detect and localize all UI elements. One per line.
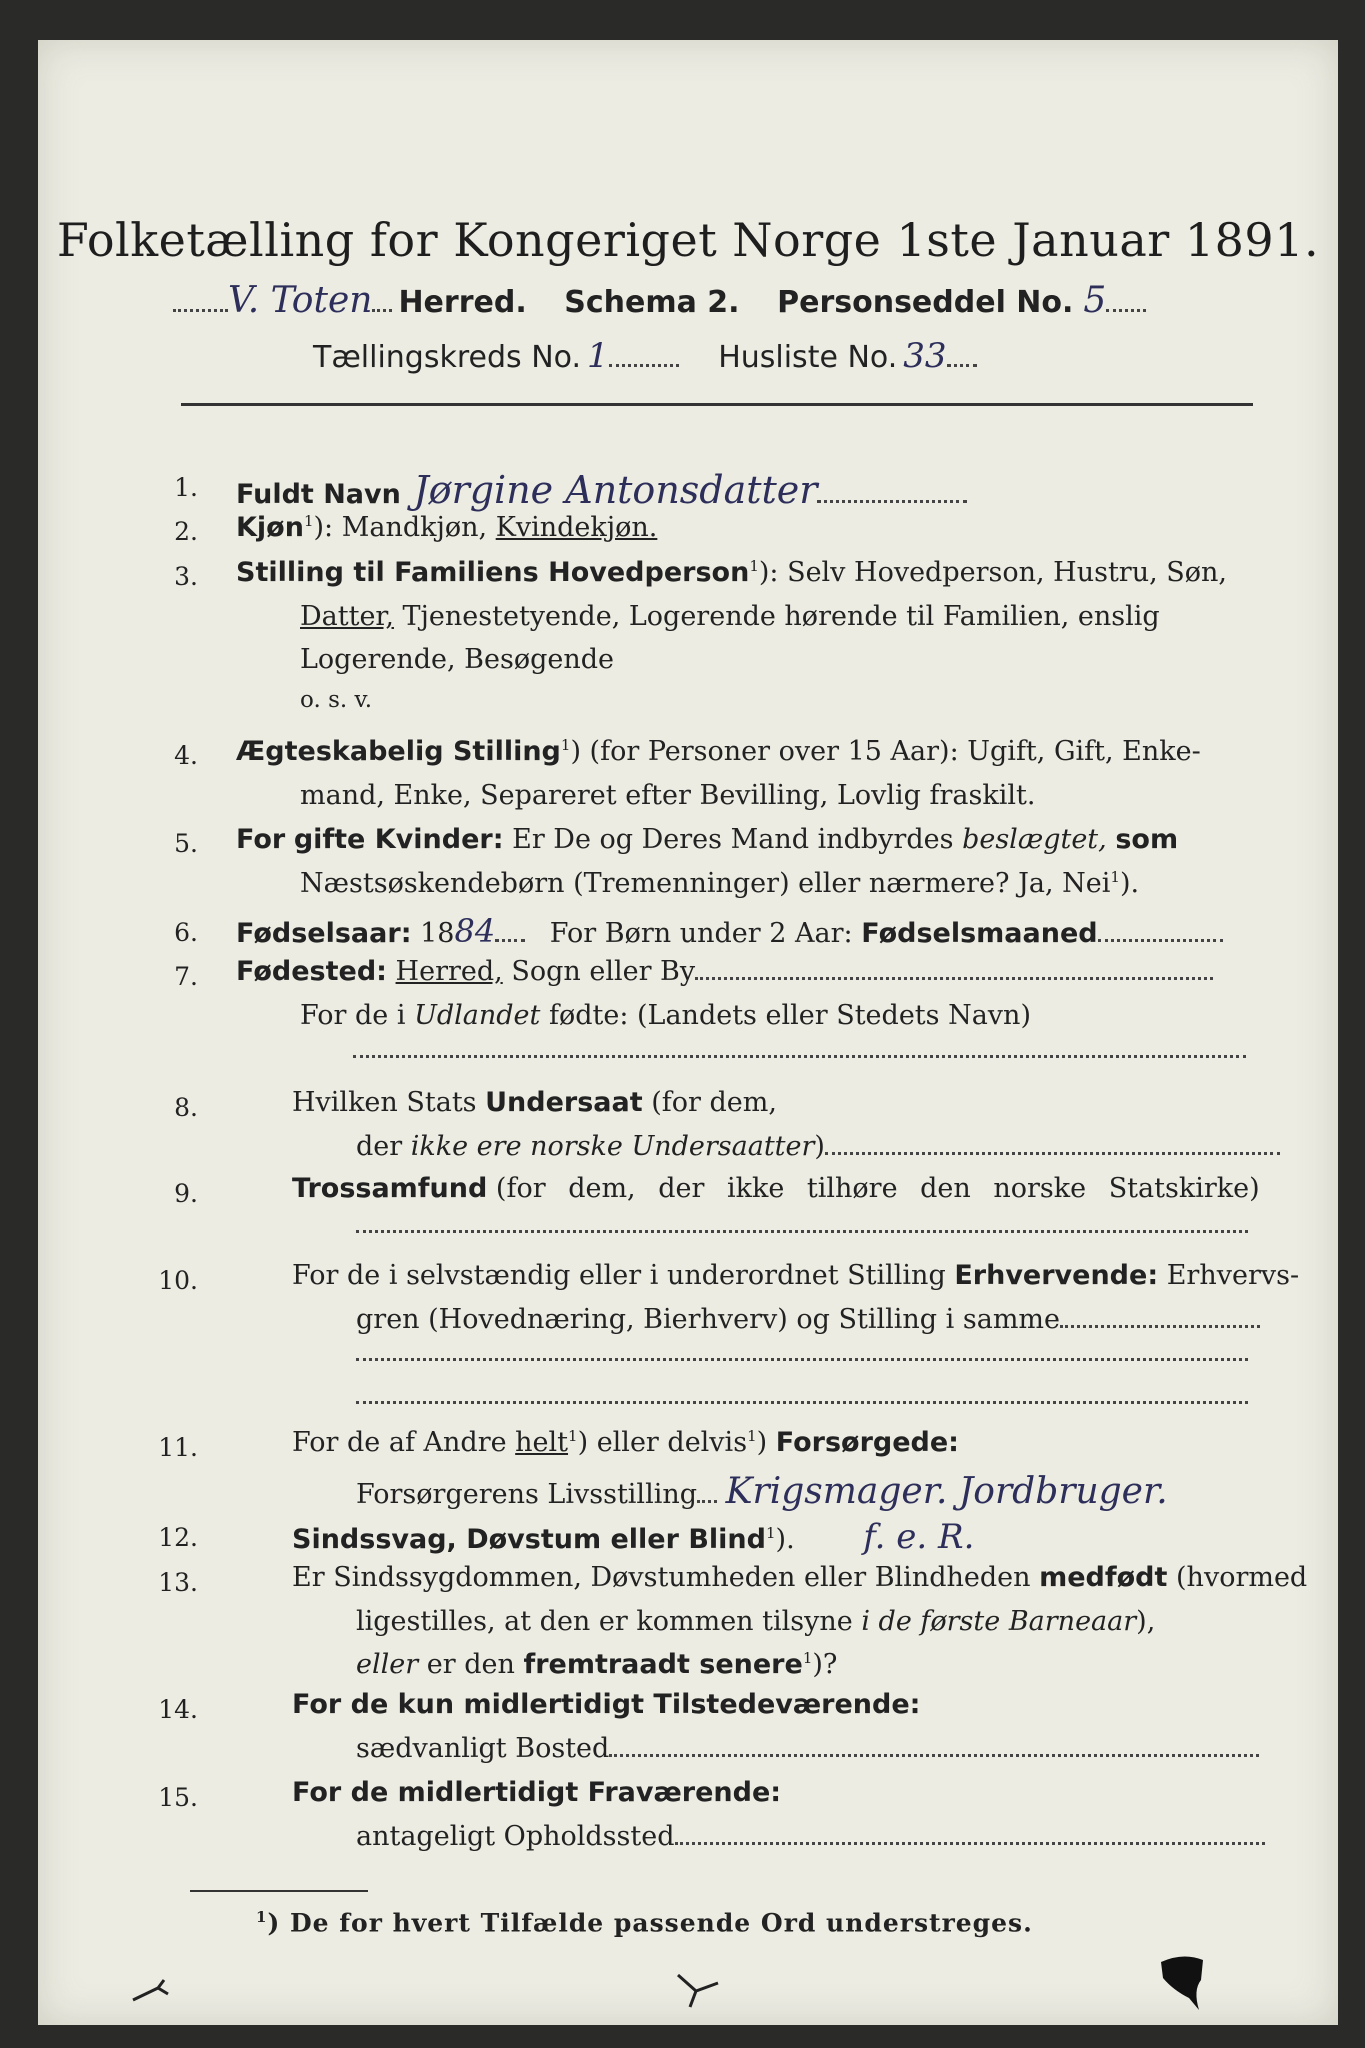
item-number: 9. xyxy=(174,1179,198,1208)
field-text: For de i xyxy=(300,1000,406,1031)
dotted-line xyxy=(825,1151,1280,1155)
dotted-line xyxy=(697,1499,717,1503)
dotted-line xyxy=(675,1841,1265,1845)
item-temporary-absent xyxy=(292,1777,781,1808)
item-number: 11. xyxy=(158,1433,198,1462)
field-label: Erhvervende: xyxy=(954,1260,1159,1291)
kreds-line xyxy=(313,336,977,376)
dotted-line xyxy=(356,1229,1248,1233)
field-text: (for dem, xyxy=(651,1087,777,1118)
underlined-choice: Kvindekjøn. xyxy=(495,512,658,543)
underlined-choice: Herred, xyxy=(395,956,503,987)
item-number: 3. xyxy=(174,562,198,591)
footnote-text: ) De for hvert Tilfælde passende Ord understreges. xyxy=(267,1908,1033,1938)
dotted-line xyxy=(1098,938,1223,942)
field-text: (for dem, der ikke tilhøre den norske Statskirke) xyxy=(495,1173,1260,1204)
field-text: som xyxy=(1115,824,1179,855)
field-label: Stilling til Familiens Hovedperson xyxy=(236,557,750,588)
field-text: sædvanligt Bosted xyxy=(356,1733,610,1764)
field-text: ikke ere norske Undersaatter xyxy=(410,1131,815,1162)
item-number: 14. xyxy=(158,1695,198,1724)
personseddel-label: Personseddel No. xyxy=(777,285,1074,320)
field-label: gifte Kvinder: xyxy=(293,824,504,855)
field-label: Trossamfund xyxy=(292,1173,488,1204)
field-text: der xyxy=(356,1131,403,1162)
item-disability xyxy=(292,1517,974,1557)
dotted-line xyxy=(1060,1324,1260,1328)
field-label: medfødt xyxy=(1039,1562,1168,1593)
item-temporary-present xyxy=(292,1689,920,1720)
dotted-line xyxy=(495,938,525,942)
blank-line xyxy=(356,1346,1248,1365)
field-text: ), xyxy=(1136,1606,1156,1637)
item-position xyxy=(236,557,1227,588)
field-text: (hvormed xyxy=(1176,1562,1308,1593)
field-text: For Børn under 2 Aar: xyxy=(549,918,853,949)
footnote-rule xyxy=(190,1890,368,1892)
dotted-line xyxy=(695,976,1213,980)
field-text: fødte: (Landets eller Stedets Navn) xyxy=(548,1000,1031,1031)
field-text: antageligt Opholdssted xyxy=(356,1821,675,1852)
field-text: ) eller delvis xyxy=(577,1427,748,1458)
field-label: Kjøn xyxy=(236,512,304,543)
field-text: eller xyxy=(356,1649,419,1680)
field-label: Fødselsaar: xyxy=(236,918,412,949)
item-number: 12. xyxy=(158,1523,198,1552)
dotted-line xyxy=(817,499,967,503)
field-text: Er De og Deres Mand indbyrdes xyxy=(512,824,954,855)
ink-mark-icon xyxy=(668,1965,728,2015)
item-congenital-cont2 xyxy=(356,1649,837,1680)
item-provider xyxy=(356,1471,1168,1512)
dotted-line xyxy=(1106,308,1146,312)
item-usual-residence xyxy=(356,1733,1259,1764)
dotted-line xyxy=(947,363,977,367)
field-text: For de af Andre xyxy=(292,1427,507,1458)
footnote-marker: 1 xyxy=(560,736,571,754)
dotted-line xyxy=(609,363,679,367)
field-label: Fødselsmaaned xyxy=(861,918,1098,949)
census-form xyxy=(38,40,1338,2025)
item-full-name xyxy=(236,468,967,512)
field-text: )? xyxy=(812,1649,838,1680)
field-text: Hvilken Stats xyxy=(292,1087,477,1118)
dotted-line xyxy=(173,308,228,312)
field-label: Sindssvag, Døvstum eller Blind xyxy=(292,1524,766,1555)
dotted-line xyxy=(609,1753,1259,1757)
field-text: Logerende, Besøgende xyxy=(300,644,614,675)
footnote-marker: 1 xyxy=(749,557,759,575)
item-number: 13. xyxy=(158,1568,198,1597)
field-text: beslægtet, xyxy=(962,824,1107,855)
item-number: 15. xyxy=(158,1783,198,1812)
item-number: 5. xyxy=(174,829,198,858)
item-provided xyxy=(292,1427,959,1458)
field-label: Fuldt Navn xyxy=(236,479,401,510)
blank-line xyxy=(353,1043,1246,1062)
item-congenital-cont xyxy=(356,1606,1155,1637)
field-text: 18 xyxy=(420,918,455,949)
item-number: 1. xyxy=(174,473,198,502)
blank-line xyxy=(356,1218,1248,1237)
footnote-marker: 1 xyxy=(303,512,314,530)
item-citizenship-cont: der ikke ere norske Undersaatter) xyxy=(356,1131,1280,1162)
ink-blot-icon xyxy=(1153,1950,1223,2020)
field-label: Forsørgede: xyxy=(775,1427,959,1458)
field-text: Tjenestetyende, Logerende hørende til Familien, enslig xyxy=(402,601,1160,632)
item-married-women-cont xyxy=(300,868,1139,899)
footnote-marker: 1 xyxy=(256,1908,268,1926)
husliste-label: Husliste No. xyxy=(718,340,898,375)
herred-line xyxy=(173,280,1146,321)
field-label: Fødested: xyxy=(236,956,387,987)
item-religion xyxy=(292,1173,1260,1204)
item-number: 7. xyxy=(174,962,198,991)
item-number: 4. xyxy=(174,741,198,770)
item-birthplace-cont xyxy=(300,1000,1031,1031)
field-label: Undersaat xyxy=(485,1087,643,1118)
field-text: er den xyxy=(426,1649,515,1680)
dotted-line xyxy=(372,308,392,312)
field-text: Er Sindssygdommen, Døvstumheden eller Blindheden xyxy=(292,1562,1031,1593)
footnote-marker: 1 xyxy=(765,1524,776,1542)
item-sex xyxy=(236,512,657,543)
item-number: 8. xyxy=(174,1093,198,1122)
underlined-choice: Datter, xyxy=(300,601,394,632)
item-occupation-cont xyxy=(356,1304,1260,1335)
item-married-women xyxy=(236,824,1178,855)
field-text: ): Selv Hovedperson, Hustru, Søn, xyxy=(758,557,1227,588)
item-occupation xyxy=(292,1260,1299,1291)
herred-label: Herred. xyxy=(398,285,527,320)
field-text: ): Mandkjøn, xyxy=(313,512,488,543)
footnote-marker: 1 xyxy=(568,1427,578,1445)
page-title: Folketælling for Kongeriget Norge 1ste Januar 1891. xyxy=(56,213,1320,267)
field-label: For de midlertidigt Fraværende: xyxy=(292,1777,782,1808)
birth-year-value: 84 xyxy=(454,912,496,950)
item-birth-year xyxy=(236,912,1223,950)
provider-occupation-value: Krigsmager. Jordbruger. xyxy=(725,1471,1168,1512)
field-label: For de kun midlertidigt Tilstedeværende: xyxy=(292,1689,921,1720)
personseddel-value: 5 xyxy=(1083,280,1107,321)
field-text: Sogn eller By xyxy=(511,956,696,987)
footnote xyxy=(256,1908,1033,1937)
field-text: Næstsøskendebørn (Tremenninger) eller nærmere? Ja, Nei xyxy=(300,868,1111,899)
field-text: Udlandet xyxy=(414,1000,541,1031)
field-text: ligestilles, at den er kommen tilsyne xyxy=(356,1606,853,1637)
field-label: fremtraadt senere xyxy=(523,1649,803,1680)
item-citizenship xyxy=(292,1087,777,1118)
field-text: For de i selvstændig eller i underordnet Stilling xyxy=(292,1260,946,1291)
item-presumed-location xyxy=(356,1821,1265,1852)
field-text: ). xyxy=(775,1524,795,1555)
dotted-line xyxy=(356,1400,1248,1404)
field-text: Erhvervs- xyxy=(1166,1260,1300,1291)
field-text: ) xyxy=(756,1427,768,1458)
schema-label: Schema 2. xyxy=(564,285,740,320)
ink-mark-icon xyxy=(128,1970,188,2010)
item-marital xyxy=(236,736,1201,767)
footnote-marker: 1 xyxy=(802,1649,813,1667)
full-name-value: Jørgine Antonsdatter xyxy=(413,468,818,512)
disability-value: f. e. R. xyxy=(863,1517,975,1557)
kreds-label: Tællingskreds No. xyxy=(313,340,581,375)
field-text: ) (for Personer over 15 Aar): Ugift, Gift, Enke- xyxy=(570,736,1201,767)
item-number: 10. xyxy=(158,1266,198,1295)
field-label: Ægteskabelig Stilling xyxy=(236,736,561,767)
husliste-value: 33 xyxy=(903,336,947,376)
field-text: o. s. v. xyxy=(300,687,373,713)
field-text: gren (Hovednæring, Bierhverv) og Stilling i samme xyxy=(356,1304,1061,1335)
item-number: 6. xyxy=(174,918,198,947)
field-text: mand, Enke, Separeret efter Bevilling, Lovlig fraskilt. xyxy=(300,780,1036,811)
underlined-choice: helt xyxy=(515,1427,569,1458)
field-label: For xyxy=(236,824,286,855)
kreds-value: 1 xyxy=(587,336,609,376)
dotted-line xyxy=(353,1054,1246,1058)
field-text: ). xyxy=(1119,868,1140,899)
field-text: i de første Barneaar xyxy=(861,1606,1137,1637)
field-text: Forsørgerens Livsstilling xyxy=(356,1479,698,1510)
blank-line xyxy=(356,1389,1248,1408)
item-number: 2. xyxy=(174,517,198,546)
item-position-cont xyxy=(300,601,1160,632)
herred-value: V. Toten xyxy=(228,280,373,321)
item-birthplace xyxy=(236,956,1213,987)
footnote-marker: 1 xyxy=(747,1427,757,1445)
header-rule xyxy=(181,403,1253,406)
footnote-marker: 1 xyxy=(1110,868,1120,886)
dotted-line xyxy=(356,1357,1248,1361)
item-congenital xyxy=(292,1562,1307,1593)
